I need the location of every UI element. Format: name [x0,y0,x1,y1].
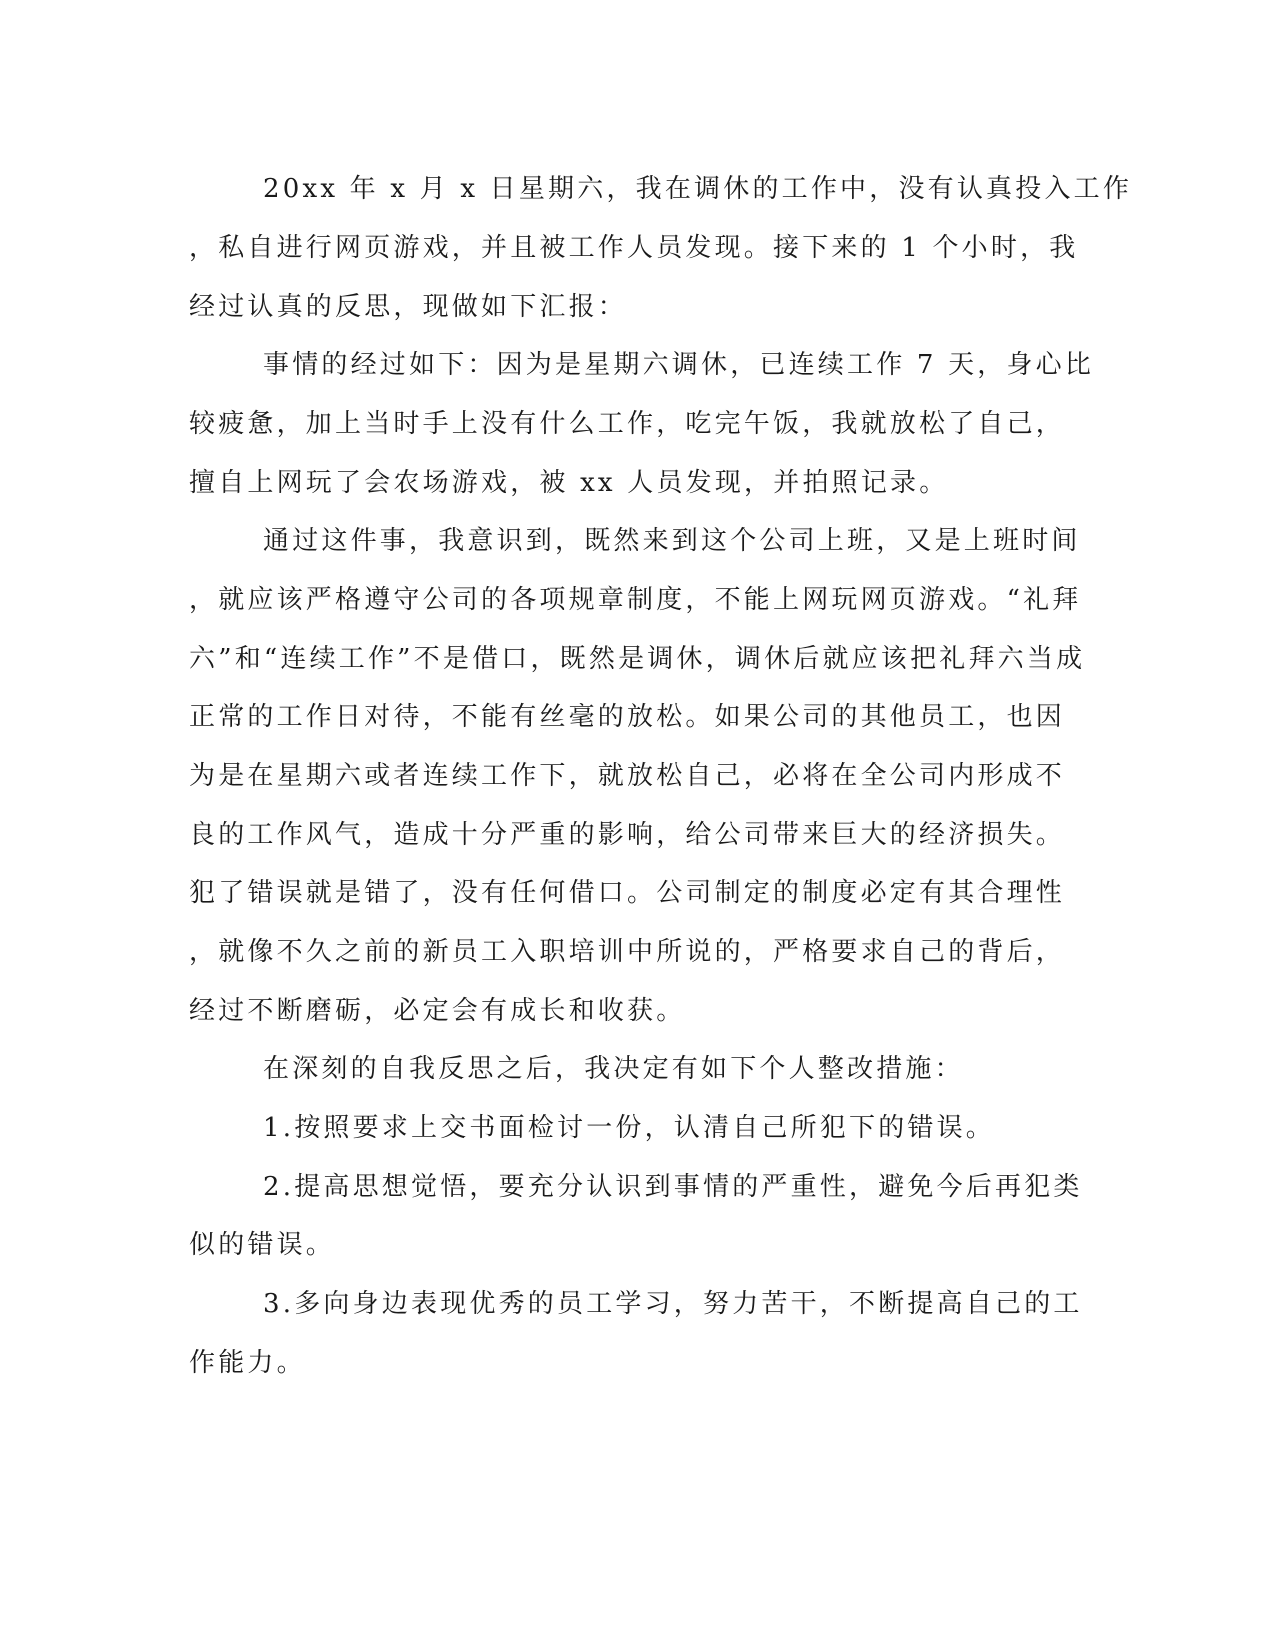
list-item-2-line-1: 2.提高思想觉悟，要充分认识到事情的严重性，避免今后再犯类 [263,1172,1083,1202]
paragraph-2-line-1: 事情的经过如下：因为是星期六调休，已连续工作 7 天，身心比 [263,350,1095,380]
paragraph-2-line-2: 较疲惫，加上当时手上没有什么工作，吃完午饭，我就放松了自己， [189,409,1066,439]
paragraph-1-line-2: ，私自进行网页游戏，并且被工作人员发现。接下来的 1 个小时，我 [189,233,1079,263]
list-item-1: 1.按照要求上交书面检讨一份，认清自己所犯下的错误。 [263,1113,996,1143]
paragraph-1-line-3: 经过认真的反思，现做如下汇报： [189,292,628,322]
paragraph-2-line-3: 擅自上网玩了会农场游戏，被 xx 人员发现，并拍照记录。 [189,468,949,498]
paragraph-3-line-3: 六”和“连续工作”不是借口，既然是调休，调休后就应该把礼拜六当成 [189,644,1086,674]
paragraph-3-line-8: ，就像不久之前的新员工入职培训中所说的，严格要求自己的背后， [189,937,1066,967]
paragraph-3-line-2: ，就应该严格遵守公司的各项规章制度，不能上网玩网页游戏。“礼拜 [189,585,1082,615]
paragraph-4-line-1: 在深刻的自我反思之后，我决定有如下个人整改措施： [263,1054,964,1084]
list-item-2-line-2: 似的错误。 [189,1230,336,1260]
paragraph-3-line-6: 良的工作风气，造成十分严重的影响，给公司带来巨大的经济损失。 [189,820,1066,850]
paragraph-3-line-5: 为是在星期六或者连续工作下，就放松自己，必将在全公司内形成不 [189,761,1066,791]
paragraph-3-line-4: 正常的工作日对待，不能有丝毫的放松。如果公司的其他员工，也因 [189,702,1066,732]
list-item-3-line-2: 作能力。 [189,1348,306,1378]
paragraph-3-line-7: 犯了错误就是错了，没有任何借口。公司制定的制度必定有其合理性 [189,878,1066,908]
paragraph-1-line-1: 20xx 年 x 月 x 日星期六，我在调休的工作中，没有认真投入工作 [263,174,1133,204]
list-item-3-line-1: 3.多向身边表现优秀的员工学习，努力苦干，不断提高自己的工 [263,1289,1083,1319]
paragraph-3-line-1: 通过这件事，我意识到，既然来到这个公司上班，又是上班时间 [263,526,1081,556]
paragraph-3-line-9: 经过不断磨砺，必定会有成长和收获。 [189,996,686,1026]
